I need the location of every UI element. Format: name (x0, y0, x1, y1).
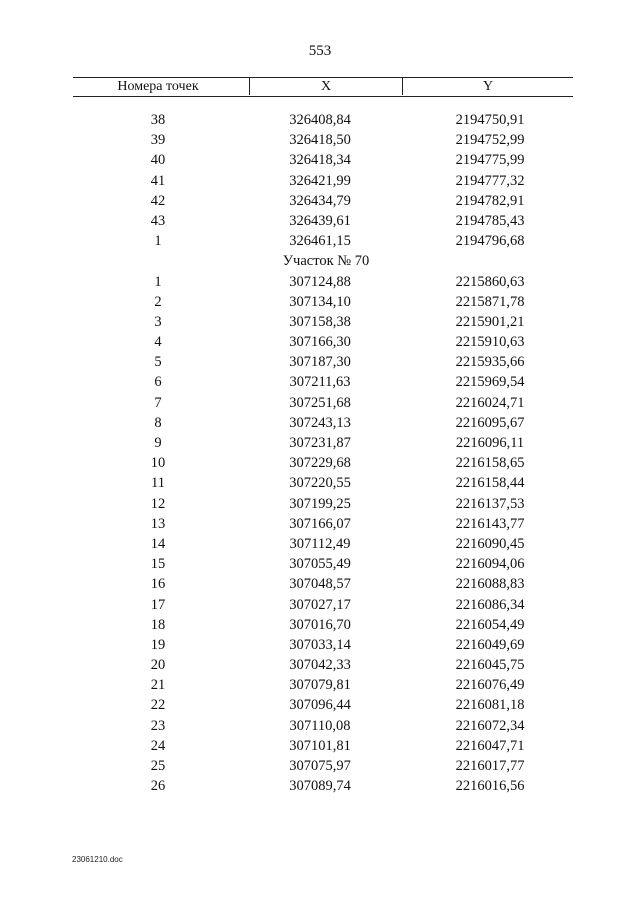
coord-y: 2216086,34 (455, 596, 525, 613)
section-title: Участок № 70 (282, 253, 370, 270)
table-row (0, 655, 640, 675)
coord-x: 307220,55 (289, 475, 351, 492)
coord-x: 326434,79 (289, 192, 351, 209)
document-filename: 23061210.doc (72, 855, 123, 864)
point-number: 25 (150, 758, 166, 774)
coord-x: 307158,38 (289, 313, 351, 330)
table-row (0, 534, 640, 554)
coord-y: 2216054,49 (455, 616, 525, 633)
coord-y: 2216047,71 (455, 737, 525, 754)
table-row (0, 716, 640, 736)
table-row (0, 756, 640, 776)
table-row (0, 595, 640, 615)
coord-y: 2216081,18 (455, 697, 525, 714)
table-row (0, 110, 640, 130)
coord-x: 326418,50 (289, 132, 351, 149)
table-row (0, 675, 640, 695)
point-number: 42 (150, 192, 166, 209)
table-row (0, 231, 640, 251)
coord-y: 2215901,21 (455, 313, 525, 330)
point-number: 16 (150, 576, 166, 593)
coord-x: 307112,49 (289, 535, 351, 552)
table-row (0, 736, 640, 756)
coord-x: 326421,99 (289, 172, 351, 189)
coord-x: 307211,63 (289, 374, 351, 391)
coord-x: 307042,33 (289, 657, 351, 674)
coord-x: 307089,74 (289, 778, 351, 795)
coord-x: 326418,34 (289, 152, 351, 169)
point-number: 13 (150, 515, 166, 532)
coord-y: 2215969,54 (455, 374, 525, 391)
point-number: 40 (150, 152, 166, 169)
table-row (0, 171, 640, 191)
point-number: 1 (154, 273, 162, 290)
coord-y: 2194752,99 (455, 132, 525, 149)
table-row (0, 393, 640, 413)
point-number: 9 (154, 435, 162, 451)
point-number: 8 (154, 414, 162, 431)
coord-x: 307251,68 (289, 394, 351, 411)
point-number: 11 (151, 475, 165, 492)
coord-y: 2215871,78 (455, 293, 525, 310)
coord-y: 2216096,11 (455, 435, 525, 451)
point-number: 19 (150, 636, 166, 653)
table-row (0, 453, 640, 473)
coord-x: 326408,84 (289, 112, 351, 128)
header-x: X (249, 78, 403, 95)
coord-y: 2216017,77 (455, 758, 525, 774)
point-number: 10 (150, 455, 166, 472)
table-header (73, 77, 573, 97)
coord-x: 307016,70 (289, 616, 351, 633)
point-number: 38 (150, 112, 166, 128)
coord-y: 2216072,34 (455, 717, 525, 734)
coord-y: 2216088,83 (455, 576, 525, 593)
point-number: 24 (150, 737, 166, 754)
coord-x: 307187,30 (289, 354, 351, 371)
coord-x: 307231,87 (289, 435, 351, 451)
coord-x: 307124,88 (289, 273, 351, 290)
point-number: 18 (150, 616, 166, 633)
coord-y: 2216024,71 (455, 394, 525, 411)
point-number: 22 (150, 697, 166, 714)
coord-x: 307033,14 (289, 636, 351, 653)
coord-x: 307048,57 (289, 576, 351, 593)
table-row (0, 494, 640, 514)
header-y: Y (482, 79, 494, 94)
table-row (0, 312, 640, 332)
coord-x: 307166,07 (289, 515, 351, 532)
coord-x: 307055,49 (289, 556, 351, 573)
point-number: 43 (150, 212, 166, 229)
coord-x: 307079,81 (289, 677, 351, 694)
table-row (0, 191, 640, 211)
point-number: 20 (150, 657, 166, 674)
coord-y: 2216143,77 (455, 515, 525, 532)
coord-x: 307027,17 (289, 596, 351, 613)
coord-x: 307075,97 (289, 758, 351, 774)
table-row (0, 615, 640, 635)
coord-x: 326461,15 (289, 233, 351, 250)
coord-y: 2216158,44 (455, 475, 525, 492)
point-number: 26 (150, 778, 166, 795)
point-number: 1 (154, 233, 162, 250)
point-number: 41 (150, 172, 166, 189)
coord-x: 326439,61 (289, 212, 351, 229)
table-row (0, 574, 640, 594)
coord-y: 2215935,66 (455, 354, 525, 371)
coord-x: 307096,44 (289, 697, 351, 714)
point-number: 4 (154, 334, 162, 351)
point-number: 12 (150, 495, 166, 512)
table-row (0, 150, 640, 170)
table-row (0, 413, 640, 433)
coord-y: 2216137,53 (455, 495, 525, 512)
table-row (0, 554, 640, 574)
coord-x: 307243,13 (289, 414, 351, 431)
coord-y: 2216094,06 (455, 556, 525, 573)
coord-y: 2194785,43 (455, 212, 525, 229)
point-number: 2 (154, 293, 162, 310)
coord-y: 2194796,68 (455, 233, 525, 250)
coord-y: 2194775,99 (455, 152, 525, 169)
table-row (0, 292, 640, 312)
coord-y: 2215910,63 (455, 334, 525, 351)
table-row (0, 332, 640, 352)
point-number: 23 (150, 717, 166, 734)
point-number: 21 (150, 677, 166, 694)
coord-x: 307229,68 (289, 455, 351, 472)
coord-y: 2216016,56 (455, 778, 525, 795)
coord-y: 2216045,75 (455, 657, 525, 674)
point-number: 17 (150, 596, 166, 613)
table-row (0, 130, 640, 150)
table-row (0, 272, 640, 292)
table-row (0, 514, 640, 534)
coord-y: 2216090,45 (455, 535, 525, 552)
coordinates-table-body (0, 110, 640, 796)
coord-x: 307110,08 (289, 717, 351, 734)
point-number: 6 (154, 374, 162, 391)
point-number: 39 (150, 132, 166, 149)
coord-x: 307166,30 (289, 334, 351, 351)
table-row (0, 352, 640, 372)
coord-y: 2194750,91 (455, 112, 525, 128)
point-number: 3 (154, 313, 162, 330)
coord-x: 307134,10 (289, 293, 351, 310)
table-row (0, 372, 640, 392)
coord-y: 2216095,67 (455, 414, 525, 431)
table-row (0, 433, 640, 453)
coord-x: 307101,81 (289, 737, 351, 754)
point-number: 15 (150, 556, 166, 573)
table-row (0, 473, 640, 493)
coord-y: 2216049,69 (455, 636, 525, 653)
table-row (0, 695, 640, 715)
table-row (0, 635, 640, 655)
page-number: 553 (308, 43, 332, 59)
coord-y: 2194777,32 (455, 172, 525, 189)
coord-y: 2216158,65 (455, 455, 525, 472)
header-points: Номера точек (117, 79, 199, 94)
coord-y: 2216076,49 (455, 677, 525, 694)
point-number: 14 (150, 535, 166, 552)
point-number: 7 (154, 394, 162, 411)
table-row (0, 776, 640, 796)
point-number: 5 (154, 354, 162, 371)
coord-y: 2194782,91 (455, 192, 525, 209)
table-row (0, 211, 640, 231)
coord-x: 307199,25 (289, 495, 351, 512)
coord-y: 2215860,63 (455, 273, 525, 290)
